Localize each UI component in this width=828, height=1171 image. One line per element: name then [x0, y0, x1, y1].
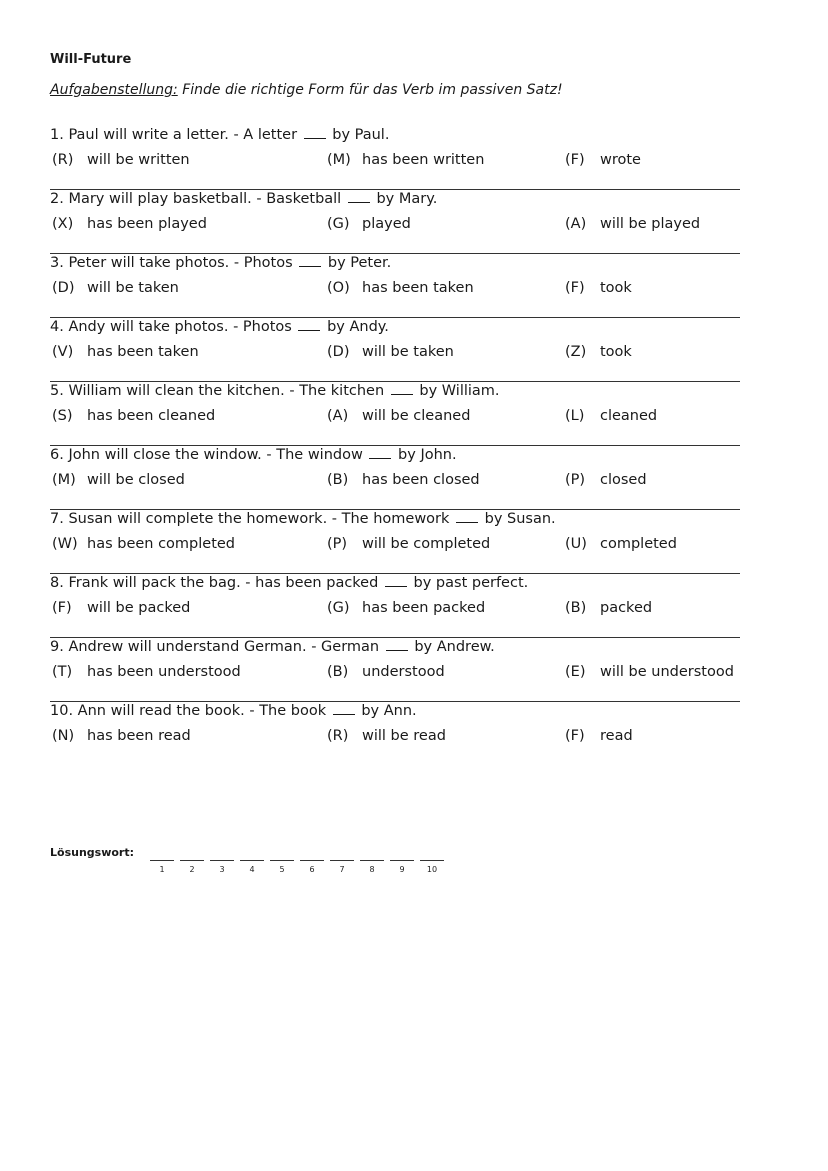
question-suffix: by Andrew.	[414, 639, 495, 655]
answer-option[interactable]	[52, 728, 191, 744]
solution-slot[interactable]	[150, 850, 174, 874]
question-prefix: 9. Andrew will understand German. - German	[50, 639, 380, 655]
answer-option[interactable]	[327, 600, 485, 616]
answer-option[interactable]	[327, 216, 411, 232]
option-text: has been packed	[362, 600, 486, 616]
question-suffix: by William.	[419, 383, 500, 399]
answer-option[interactable]	[52, 664, 241, 680]
option-text: closed	[600, 472, 647, 488]
option-text: will be completed	[362, 536, 491, 552]
question-6	[50, 446, 740, 510]
solution-slot[interactable]	[240, 850, 264, 874]
option-letter: (L)	[565, 408, 585, 424]
answer-option[interactable]	[52, 280, 179, 296]
question-prefix: 6. John will close the window. - The window	[50, 447, 363, 463]
solution-number: 1	[159, 865, 165, 874]
option-letter: (P)	[565, 472, 586, 488]
solution-blank[interactable]	[390, 850, 414, 861]
option-letter: (A)	[327, 408, 349, 424]
solution-number: 2	[189, 865, 195, 874]
question-text	[50, 126, 389, 143]
option-text: will be taken	[362, 344, 454, 360]
question-4	[50, 318, 740, 382]
option-text: will be taken	[87, 280, 179, 296]
answer-blank[interactable]	[304, 126, 326, 139]
question-text	[50, 510, 556, 527]
option-text: will be written	[87, 152, 190, 168]
question-suffix: by Mary.	[376, 191, 438, 207]
option-text: has been closed	[362, 472, 480, 488]
answer-option[interactable]	[52, 344, 199, 360]
answer-option[interactable]	[565, 152, 641, 168]
question-suffix: by Susan.	[484, 511, 556, 527]
option-text: has been taken	[362, 280, 474, 296]
question-prefix: 2. Mary will play basketball. - Basketball	[50, 191, 342, 207]
solution-number: 9	[399, 865, 405, 874]
option-text: has been completed	[87, 536, 236, 552]
option-row	[50, 408, 740, 428]
question-suffix: by John.	[398, 447, 457, 463]
option-row	[50, 536, 740, 556]
question-7	[50, 510, 740, 574]
option-letter: (F)	[52, 600, 72, 616]
question-2	[50, 190, 740, 254]
question-prefix: 10. Ann will read the book. - The book	[50, 703, 327, 719]
solution-blank[interactable]	[360, 850, 384, 861]
answer-blank[interactable]	[348, 190, 370, 203]
solution-number: 8	[369, 865, 375, 874]
option-text: took	[600, 280, 632, 296]
answer-option[interactable]	[565, 472, 647, 488]
option-letter: (O)	[327, 280, 350, 296]
option-text: packed	[600, 600, 653, 616]
option-letter: (M)	[327, 152, 351, 168]
option-row	[50, 472, 740, 492]
option-letter: (P)	[327, 536, 348, 552]
option-letter: (B)	[565, 600, 587, 616]
option-letter: (X)	[52, 216, 74, 232]
question-prefix: 3. Peter will take photos. - Photos	[50, 255, 293, 271]
option-letter: (D)	[52, 280, 75, 296]
option-letter: (E)	[565, 664, 586, 680]
question-text	[50, 190, 437, 207]
option-letter: (S)	[52, 408, 73, 424]
solution-number: 4	[249, 865, 255, 874]
instruction	[50, 82, 563, 98]
solution-blank[interactable]	[420, 850, 444, 861]
option-letter: (W)	[52, 536, 78, 552]
question-3	[50, 254, 740, 318]
solution-number: 7	[339, 865, 345, 874]
solution-slot[interactable]	[300, 850, 324, 874]
solution-slot[interactable]	[210, 850, 234, 874]
answer-option[interactable]	[327, 408, 470, 424]
option-text: will be closed	[87, 472, 185, 488]
answer-option[interactable]	[565, 536, 677, 552]
question-list	[50, 126, 740, 766]
solution-blank[interactable]	[210, 850, 234, 861]
option-text: will be packed	[87, 600, 191, 616]
option-row	[50, 344, 740, 364]
answer-blank[interactable]	[298, 318, 320, 331]
solution-blank[interactable]	[330, 850, 354, 861]
option-letter: (G)	[327, 600, 350, 616]
option-text: has been understood	[87, 664, 241, 680]
option-text: has been read	[87, 728, 191, 744]
option-letter: (T)	[52, 664, 73, 680]
answer-blank[interactable]	[385, 574, 407, 587]
option-letter: (V)	[52, 344, 74, 360]
question-suffix: by Paul.	[332, 127, 390, 143]
answer-option[interactable]	[52, 152, 190, 168]
option-letter: (Z)	[565, 344, 587, 360]
answer-option[interactable]	[565, 280, 632, 296]
question-text	[50, 254, 391, 271]
option-letter: (N)	[52, 728, 75, 744]
question-prefix: 5. William will clean the kitchen. - The kitchen	[50, 383, 385, 399]
option-row	[50, 664, 740, 684]
solution-slot[interactable]	[390, 850, 414, 874]
answer-option[interactable]	[565, 408, 657, 424]
answer-blank[interactable]	[369, 446, 391, 459]
question-prefix: 1. Paul will write a letter. - A letter	[50, 127, 298, 143]
solution-number: 6	[309, 865, 315, 874]
solution-slot[interactable]	[360, 850, 384, 874]
option-letter: (R)	[327, 728, 349, 744]
answer-option[interactable]	[52, 408, 215, 424]
option-text: will be understood	[600, 664, 734, 680]
solution-blank[interactable]	[270, 850, 294, 861]
option-row	[50, 280, 740, 300]
question-1	[50, 126, 740, 190]
option-text: will be cleaned	[362, 408, 471, 424]
solution-blank[interactable]	[150, 850, 174, 861]
solution-number: 5	[279, 865, 285, 874]
answer-option[interactable]	[52, 472, 185, 488]
option-text: wrote	[600, 152, 641, 168]
answer-option[interactable]	[327, 728, 446, 744]
option-letter: (G)	[327, 216, 350, 232]
option-text: has been played	[87, 216, 207, 232]
question-text	[50, 574, 528, 591]
question-10	[50, 702, 740, 766]
option-text: completed	[600, 536, 677, 552]
option-text: will be read	[362, 728, 446, 744]
answer-option[interactable]	[327, 536, 490, 552]
answer-option[interactable]	[327, 152, 484, 168]
option-text: played	[362, 216, 411, 232]
solution-number: 3	[219, 865, 225, 874]
question-suffix: by past perfect.	[413, 575, 529, 591]
option-letter: (A)	[565, 216, 587, 232]
answer-option[interactable]	[52, 600, 190, 616]
option-text: has been cleaned	[87, 408, 216, 424]
option-text: took	[600, 344, 632, 360]
option-row	[50, 152, 740, 172]
answer-option[interactable]	[565, 600, 652, 616]
answer-option[interactable]	[52, 536, 235, 552]
question-suffix: by Andy.	[327, 319, 389, 335]
option-text: will be played	[600, 216, 701, 232]
option-row	[50, 600, 740, 620]
option-text: has been written	[362, 152, 485, 168]
page-title: Will-Future	[50, 52, 132, 67]
solution-slot[interactable]	[270, 850, 294, 874]
option-letter: (B)	[327, 472, 349, 488]
question-text	[50, 318, 389, 335]
answer-blank[interactable]	[333, 702, 355, 715]
question-text	[50, 382, 500, 399]
question-suffix: by Ann.	[361, 703, 417, 719]
question-text	[50, 446, 457, 463]
question-prefix: 7. Susan will complete the homework. - The homework	[50, 511, 450, 527]
answer-option[interactable]	[565, 344, 632, 360]
answer-option[interactable]	[327, 344, 454, 360]
solution-slot[interactable]	[420, 850, 444, 874]
answer-option[interactable]	[565, 664, 734, 680]
question-text	[50, 702, 417, 719]
solution-slot[interactable]	[330, 850, 354, 874]
option-text: read	[600, 728, 633, 744]
answer-option[interactable]	[52, 216, 207, 232]
question-suffix: by Peter.	[327, 255, 392, 271]
solution-blank[interactable]	[300, 850, 324, 861]
solution-blank[interactable]	[240, 850, 264, 861]
instruction-label: Aufgabenstellung:	[50, 82, 178, 98]
answer-blank[interactable]	[456, 510, 478, 523]
option-letter: (D)	[327, 344, 350, 360]
option-letter: (U)	[565, 536, 587, 552]
answer-option[interactable]	[565, 216, 700, 232]
question-prefix: 4. Andy will take photos. - Photos	[50, 319, 292, 335]
question-text	[50, 638, 495, 655]
answer-option[interactable]	[327, 280, 474, 296]
option-row	[50, 216, 740, 236]
option-letter: (B)	[327, 664, 349, 680]
solution-label: Lösungswort:	[50, 846, 134, 859]
solution-blank[interactable]	[180, 850, 204, 861]
solution-number: 10	[426, 865, 438, 874]
question-8	[50, 574, 740, 638]
instruction-text: Finde die richtige Form für das Verb im passiven Satz!	[177, 82, 563, 98]
answer-blank[interactable]	[391, 382, 413, 395]
option-letter: (R)	[52, 152, 74, 168]
option-letter: (F)	[565, 280, 585, 296]
option-text: understood	[362, 664, 445, 680]
answer-blank[interactable]	[386, 638, 408, 651]
question-prefix: 8. Frank will pack the bag. - has been packed	[50, 575, 379, 591]
answer-option[interactable]	[327, 664, 445, 680]
answer-option[interactable]	[565, 728, 633, 744]
option-row	[50, 728, 740, 748]
option-letter: (F)	[565, 152, 585, 168]
question-5	[50, 382, 740, 446]
solution-slot[interactable]	[180, 850, 204, 874]
option-text: cleaned	[600, 408, 658, 424]
answer-option[interactable]	[327, 472, 480, 488]
option-letter: (M)	[52, 472, 76, 488]
option-letter: (F)	[565, 728, 585, 744]
answer-blank[interactable]	[299, 254, 321, 267]
option-text: has been taken	[87, 344, 199, 360]
question-9	[50, 638, 740, 702]
